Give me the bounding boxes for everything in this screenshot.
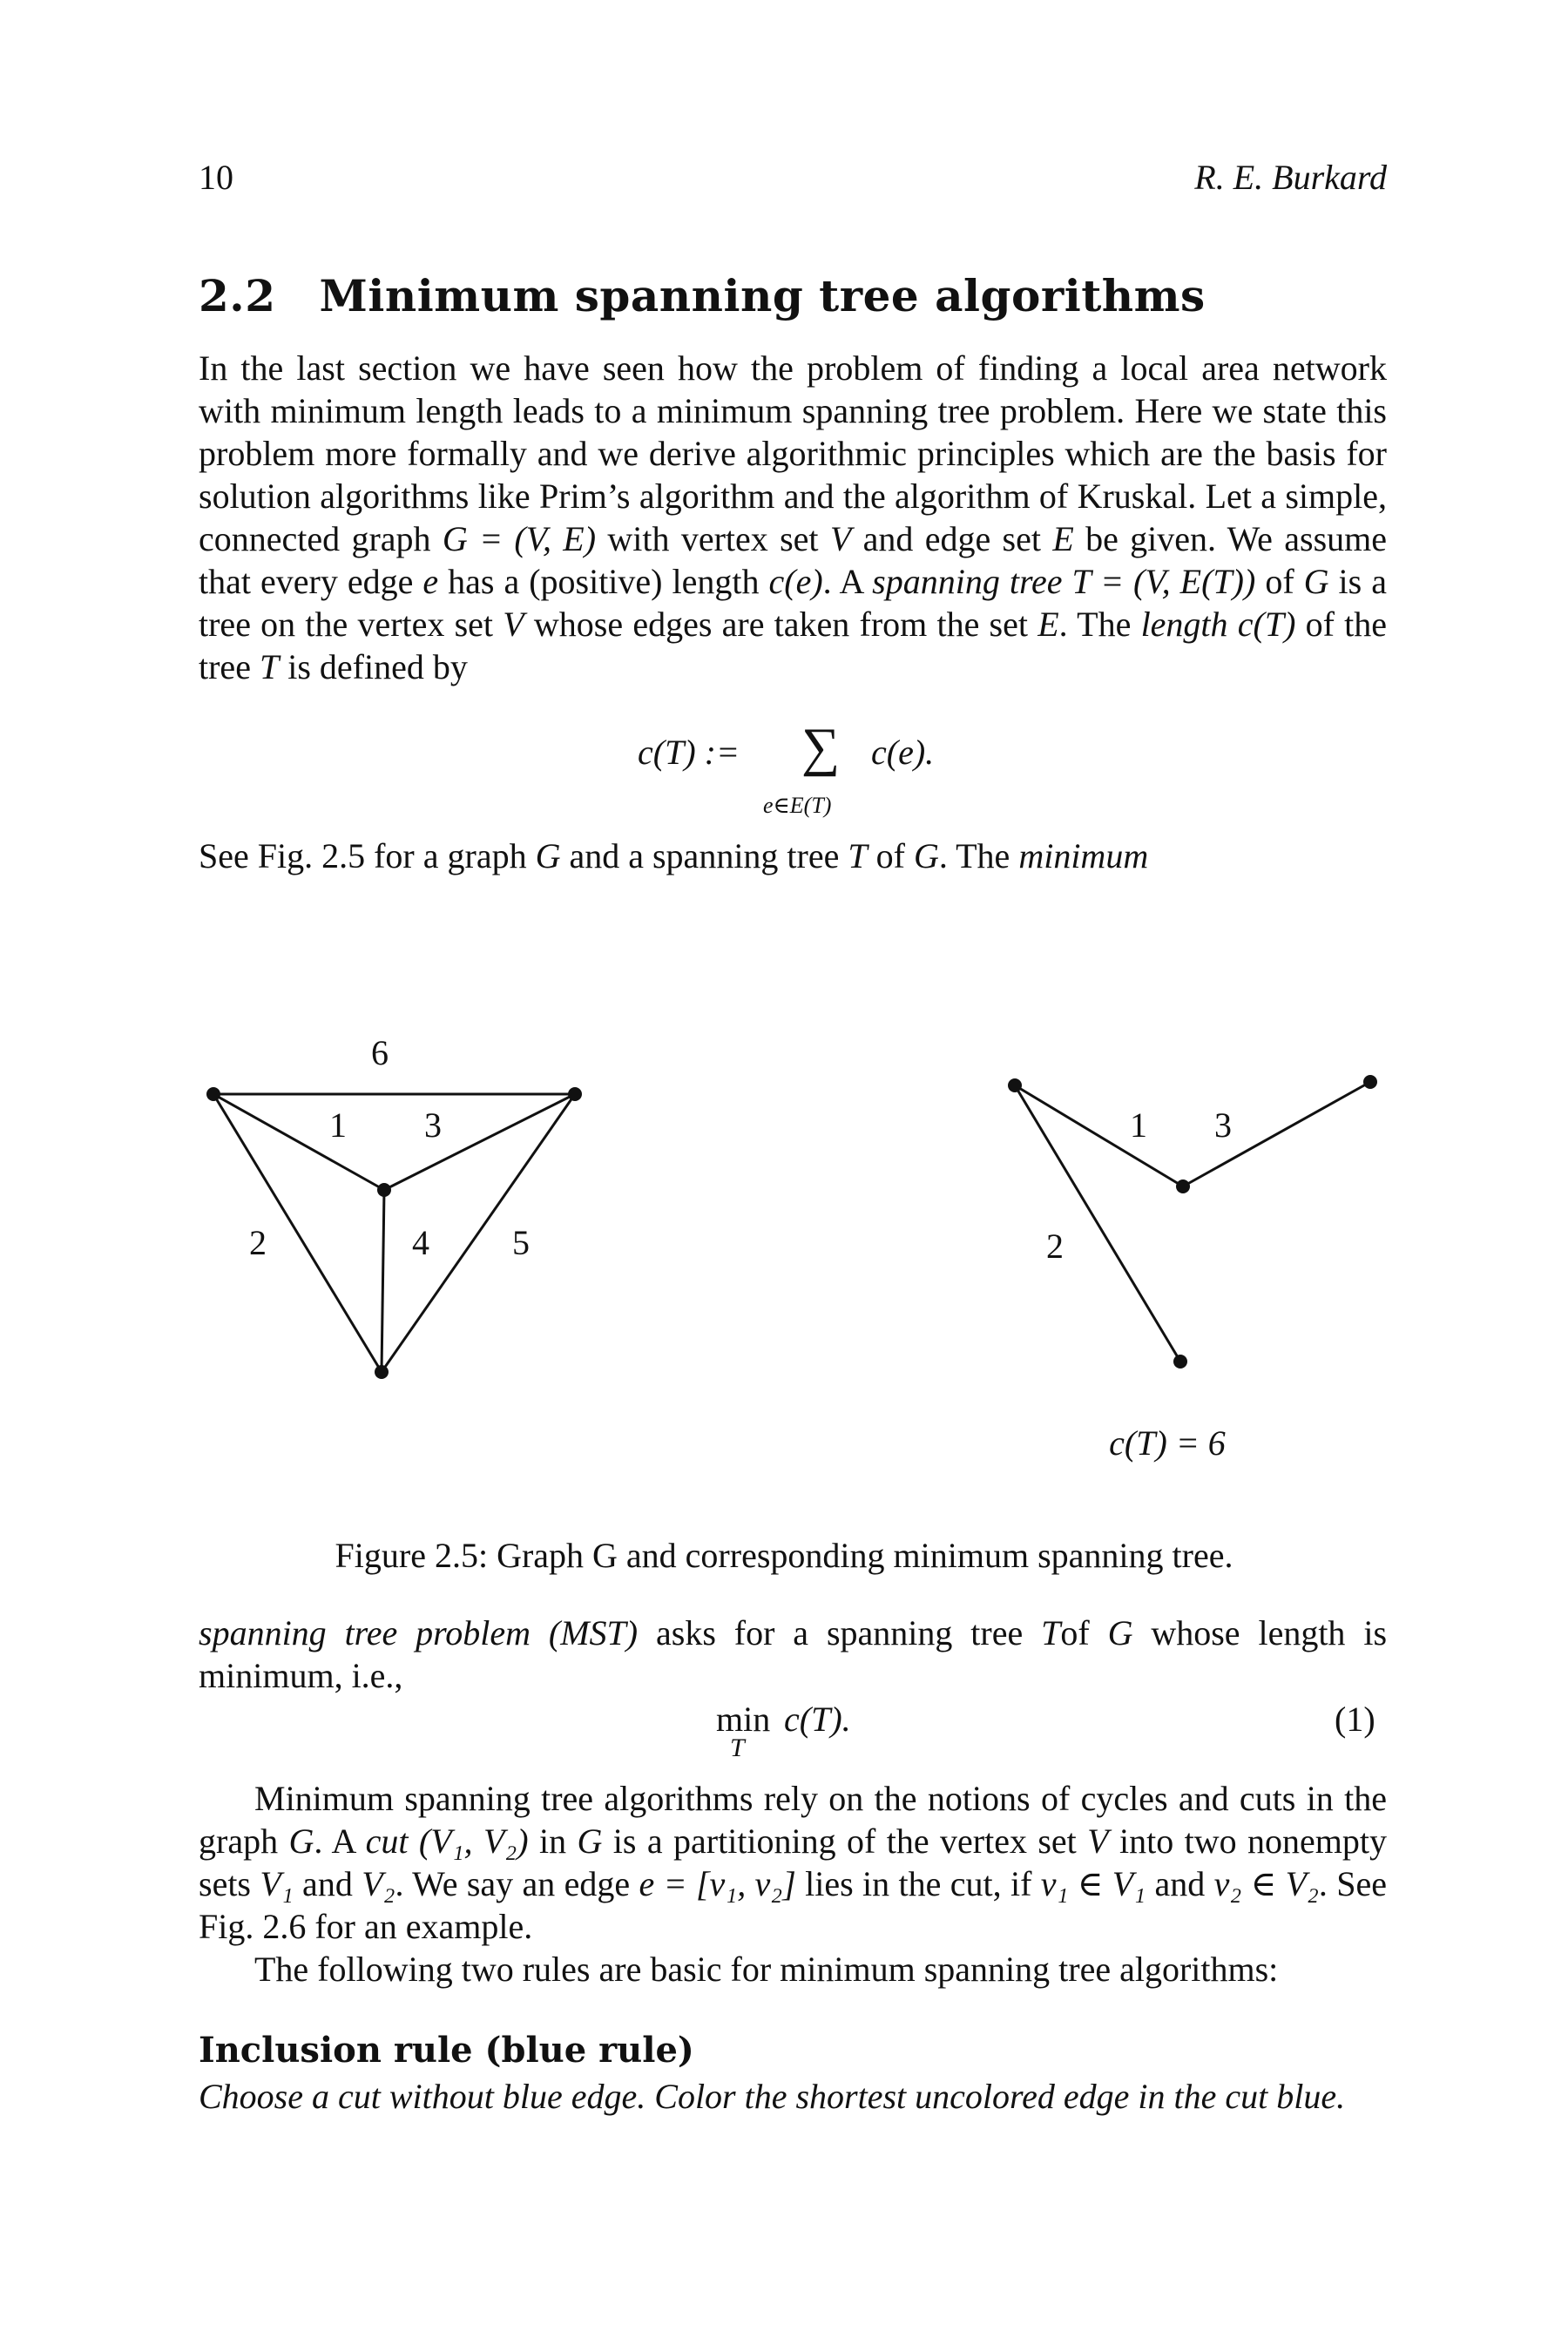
spanning-tree-t xyxy=(1015,1082,1370,1362)
text: and xyxy=(1146,1864,1214,1903)
emphasis: spanning tree problem (MST) xyxy=(199,1613,639,1652)
math: T xyxy=(848,836,868,875)
tree-edge-2 xyxy=(1015,1085,1180,1362)
graph-vertex xyxy=(568,1087,582,1101)
section-title: Minimum spanning tree algorithms xyxy=(319,270,1206,321)
rule-text: Choose a cut without blue edge. Color the shortest uncolored edge in the cut blue. xyxy=(199,2077,1346,2116)
math: G xyxy=(577,1821,603,1861)
section-number: 2.2 xyxy=(199,270,276,321)
math: e xyxy=(422,562,439,601)
equation-length-rhs: c(e). xyxy=(871,733,935,772)
graph-edge-3 xyxy=(384,1094,575,1190)
graph-label-2: 2 xyxy=(249,1223,267,1262)
tree-vertex xyxy=(1008,1078,1022,1092)
text: has a (positive) length xyxy=(438,562,769,601)
text: In the last section we have seen how the problem of finding a local area network with minimum length leads to a minimum spanning tree problem. Here we state this problem more formally and we derive algorithmic principles which are the basis for solution algorithms like Prim’s algorithm and the algorithm of Kruskal. Let a simple, connected graph xyxy=(199,348,1387,558)
text: . A xyxy=(822,562,873,601)
emphasis: length xyxy=(1140,605,1228,644)
math: T = (V, E(T)) xyxy=(1062,562,1256,601)
section-heading xyxy=(199,270,1206,321)
graph-edge-4 xyxy=(382,1190,384,1372)
text: into two nonempty sets xyxy=(199,1821,1387,1903)
emphasis: cut xyxy=(365,1821,409,1861)
paragraph-cuts xyxy=(199,1777,1387,1948)
graph-edge-2 xyxy=(213,1094,382,1372)
graph-vertex xyxy=(206,1087,220,1101)
text: . See Fig. 2.6 for an example. xyxy=(199,1864,1388,1946)
math: T xyxy=(1041,1613,1061,1652)
tree-vertex xyxy=(1173,1355,1187,1369)
text: . A xyxy=(314,1821,366,1861)
paragraph-rules-intro xyxy=(199,1948,1387,1990)
text: with vertex set xyxy=(596,519,830,558)
math: (V₁, V₂) xyxy=(408,1821,529,1861)
sum-subscript: e∈E(T) xyxy=(763,793,832,818)
text: whose edges are taken from the set xyxy=(524,605,1038,644)
text: be given. We assume that every edge xyxy=(199,519,1388,601)
text: of xyxy=(867,836,914,875)
math: G xyxy=(1107,1613,1133,1652)
tree-label-1: 1 xyxy=(1130,1105,1147,1145)
math: G xyxy=(535,836,561,875)
math: V xyxy=(503,605,524,644)
sum-symbol: ∑ xyxy=(801,718,841,777)
equation-min-rhs: c(T). xyxy=(784,1700,851,1739)
emphasis: minimum xyxy=(1018,836,1149,875)
graph-label-6: 6 xyxy=(371,1033,389,1072)
equation-min: min xyxy=(716,1700,771,1739)
paragraph-figure-ref xyxy=(199,835,1387,877)
text: Minimum spanning tree algorithms rely on the notions of cycles and cuts in the graph xyxy=(199,1779,1387,1861)
tree-cost: c(T) = 6 xyxy=(1109,1423,1226,1463)
equation-number: (1) xyxy=(1335,1700,1375,1739)
figure-2-5 xyxy=(0,1002,1568,1490)
text: in xyxy=(528,1821,578,1861)
equation-min-subscript: T xyxy=(730,1734,745,1762)
graph-label-5: 5 xyxy=(512,1223,530,1262)
graph-vertex xyxy=(375,1365,389,1379)
math: V xyxy=(1087,1821,1109,1861)
graph-label-3: 3 xyxy=(424,1105,442,1145)
text: is defined by xyxy=(279,647,468,686)
text: and xyxy=(293,1864,362,1903)
graph-label-4: 4 xyxy=(412,1223,429,1262)
math: V xyxy=(829,519,852,558)
text: of the tree xyxy=(199,605,1388,686)
text: . The xyxy=(938,836,1019,875)
rule-heading: Inclusion rule (blue rule) xyxy=(199,2030,694,2071)
equation-length-lhs: c(T) := xyxy=(638,733,740,772)
text: asks for a spanning tree xyxy=(638,1613,1042,1652)
text: of xyxy=(1060,1613,1108,1652)
tree-label-3: 3 xyxy=(1214,1105,1232,1145)
figure-caption: Figure 2.5: Graph G and corresponding minimum spanning tree. xyxy=(335,1536,1233,1575)
math: G xyxy=(1303,562,1329,601)
math: G xyxy=(913,836,939,875)
graph-edge-1 xyxy=(213,1094,384,1190)
paragraph-intro xyxy=(199,347,1387,688)
math: V₁ xyxy=(260,1864,294,1903)
tree-label-2: 2 xyxy=(1046,1227,1064,1266)
text: of xyxy=(1255,562,1304,601)
math: E xyxy=(1052,519,1074,558)
graph-vertex xyxy=(377,1183,391,1197)
paragraph-mst-definition xyxy=(199,1612,1387,1697)
math: e = [v₁, v₂] xyxy=(639,1864,796,1903)
tree-edge-1 xyxy=(1015,1085,1183,1186)
text: whose length is minimum, i.e., xyxy=(199,1613,1388,1695)
text: . The xyxy=(1058,605,1141,644)
tree-edge-3 xyxy=(1183,1082,1370,1186)
math: v₁ ∈ V₁ xyxy=(1040,1864,1146,1903)
text: is a tree on the vertex set xyxy=(199,562,1387,644)
tree-vertex xyxy=(1176,1179,1190,1193)
math: v₂ ∈ V₂ xyxy=(1213,1864,1319,1903)
text: lies in the cut, if xyxy=(795,1864,1041,1903)
math: E xyxy=(1037,605,1059,644)
math: c(e) xyxy=(768,562,823,601)
math: V₂ xyxy=(362,1864,395,1903)
text: is a partitioning of the vertex set xyxy=(602,1821,1088,1861)
text: and a spanning tree xyxy=(560,836,848,875)
math: T xyxy=(259,647,280,686)
math: c(T) xyxy=(1227,605,1296,644)
emphasis: spanning tree xyxy=(872,562,1063,601)
math: G = (V, E) xyxy=(442,519,597,558)
graph-edge-5 xyxy=(382,1094,575,1372)
running-head-author: R. E. Burkard xyxy=(1194,158,1387,197)
text: and edge set xyxy=(851,519,1053,558)
text: The following two rules are basic for minimum spanning tree algorithms: xyxy=(254,1950,1279,1989)
text: See Fig. 2.5 for a graph xyxy=(199,836,536,875)
text: . We say an edge xyxy=(395,1864,639,1903)
page-number: 10 xyxy=(199,158,233,197)
tree-vertex xyxy=(1363,1075,1377,1089)
graph-label-1: 1 xyxy=(329,1105,347,1145)
math: G xyxy=(288,1821,314,1861)
